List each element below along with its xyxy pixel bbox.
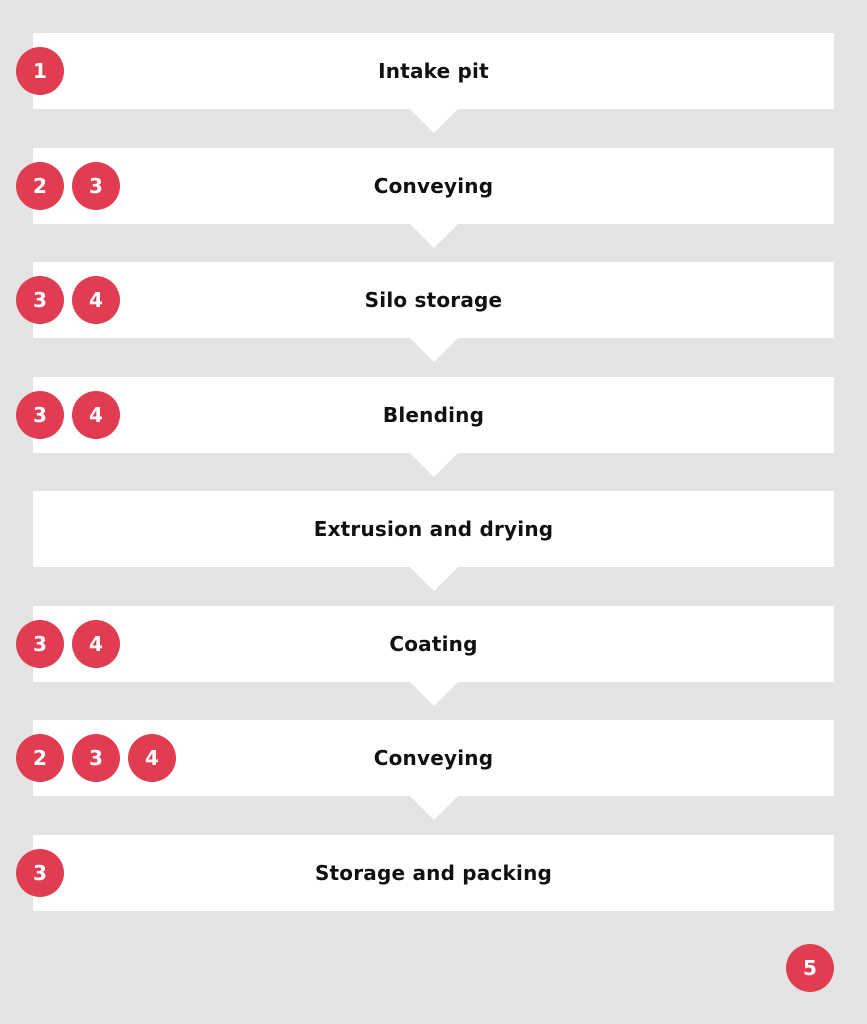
number-badge: 4 (72, 391, 120, 439)
step-label: Silo storage (364, 288, 503, 312)
step-badges (16, 849, 64, 897)
number-badge: 4 (72, 620, 120, 668)
step-extrusion-and-drying (33, 491, 834, 567)
step-label: Coating (389, 632, 478, 656)
flow-arrow-icon (410, 796, 458, 820)
step-conveying (33, 148, 834, 224)
number-badge: 3 (16, 849, 64, 897)
step-badges (16, 276, 120, 324)
step-intake-pit (33, 33, 834, 109)
flow-arrow-icon (410, 682, 458, 706)
flow-arrow-icon (410, 224, 458, 248)
step-badges (16, 391, 120, 439)
flow-arrow-icon (410, 338, 458, 362)
step-badges (16, 162, 120, 210)
number-badge: 3 (16, 276, 64, 324)
number-badge: 4 (72, 276, 120, 324)
step-label: Intake pit (378, 59, 489, 83)
step-conveying-2 (33, 720, 834, 796)
number-badge: 2 (16, 162, 64, 210)
step-coating (33, 606, 834, 682)
step-label: Blending (382, 403, 485, 427)
number-badge: 1 (16, 47, 64, 95)
footer-number-badge: 5 (786, 944, 834, 992)
flow-arrow-icon (410, 567, 458, 591)
step-storage-and-packing (33, 835, 834, 911)
step-badges (16, 620, 120, 668)
number-badge: 3 (72, 162, 120, 210)
flow-arrow-icon (410, 453, 458, 477)
step-silo-storage (33, 262, 834, 338)
step-label: Conveying (373, 746, 494, 770)
step-label: Extrusion and drying (313, 517, 554, 541)
number-badge: 3 (16, 620, 64, 668)
flow-arrow-icon (410, 109, 458, 133)
step-badges (16, 47, 64, 95)
number-badge: 3 (72, 734, 120, 782)
number-badge: 3 (16, 391, 64, 439)
number-badge: 4 (128, 734, 176, 782)
step-label: Conveying (373, 174, 494, 198)
number-badge: 2 (16, 734, 64, 782)
step-blending (33, 377, 834, 453)
step-badges (16, 734, 176, 782)
step-label: Storage and packing (314, 861, 553, 885)
